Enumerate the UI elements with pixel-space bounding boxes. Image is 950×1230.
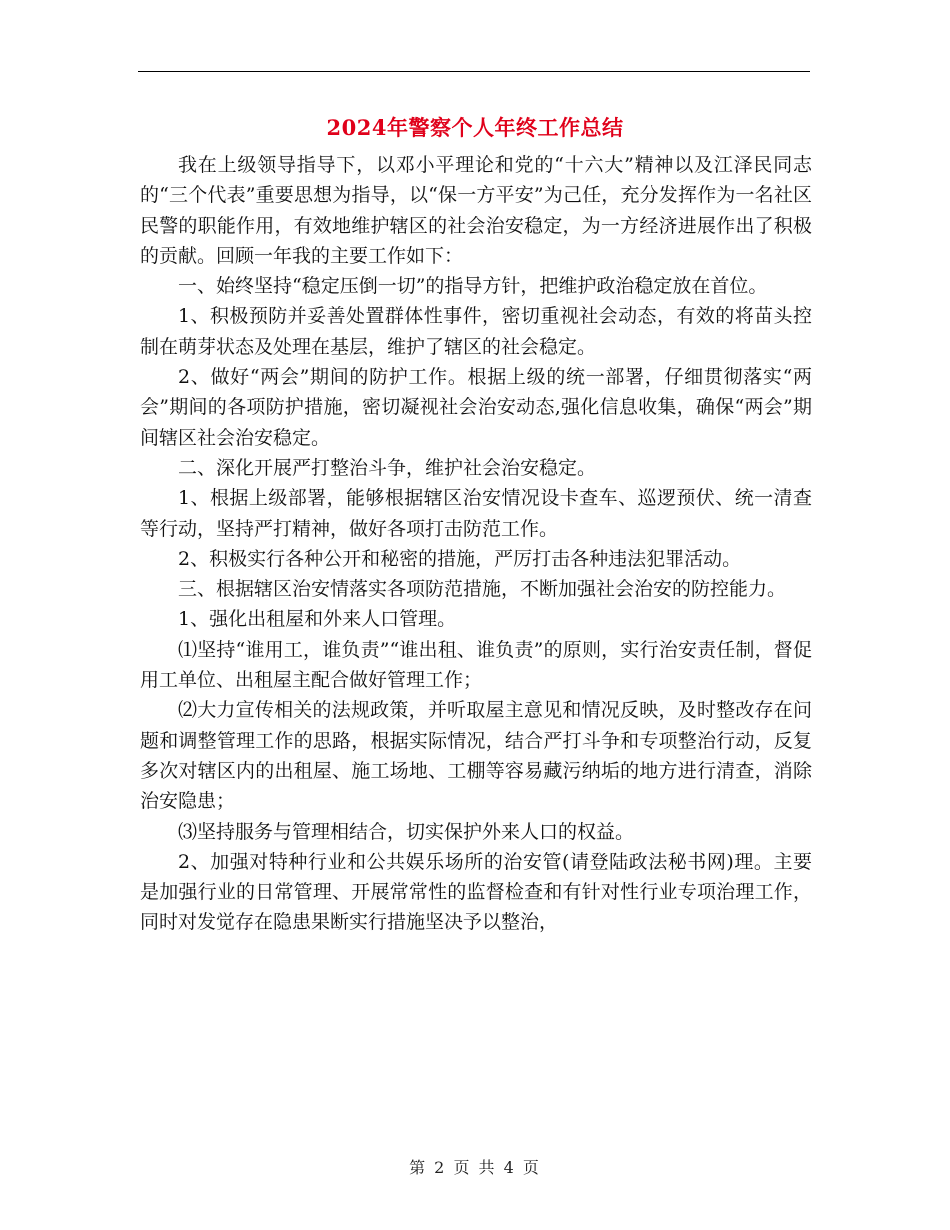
document-title: 2024年警察个人年终工作总结	[326, 115, 624, 140]
paragraph-item: 2、加强对特种行业和公共娱乐场所的治安管(请登陆政法秘书网)理。主要是加强行业的日常管理、开展常常性的监督检查和有针对性行业专项治理工作，同时对发觉存在隐患果断实行措施坚决予以整治，	[140, 850, 812, 934]
header-rule	[138, 71, 810, 72]
document-body	[140, 150, 812, 938]
paragraph-section-3: 三、根据辖区治安情落实各项防范措施，不断加强社会治安的防控能力。	[178, 578, 787, 601]
paragraph-item: 2、积极实行各种公开和秘密的措施，严厉打击各种违法犯罪活动。	[178, 547, 742, 570]
paragraph-item: 2、做好“两会”期间的防护工作。根据上级的统一部署，仔细贯彻落实“两会”期间的各项防护措施，密切凝视社会治安动态,强化信息收集，确保“两会”期间辖区社会治安稳定。	[140, 366, 812, 449]
paragraph-subitem: ⑶坚持服务与管理相结合，切实保护外来人口的权益。	[178, 820, 635, 843]
paragraph-subitem: ⑴坚持“谁用工，谁负责”“谁出租、谁负责”的原则，实行治安责任制，督促用工单位、出租屋主配合做好管理工作；	[140, 638, 812, 692]
paragraph-intro: 我在上级领导指导下，以邓小平理论和党的“十六大”精神以及江泽民同志的“三个代表”重要思想为指导，以“保一方平安”为己任，充分发挥作为一名社区民警的职能作用，有效地维护辖区的社会治安稳定，为一方经济进展作出了积极的贡献。回顾一年我的主要工作如下：	[140, 154, 812, 267]
paragraph-section-1: 一、始终坚持“稳定压倒一切”的指导方针，把维护政治稳定放在首位。	[178, 275, 768, 298]
paragraph-subitem: ⑵大力宣传相关的法规政策，并听取屋主意见和情况反映，及时整改存在问题和调整管理工作的思路，根据实际情况，结合严打斗争和专项整治行动，反复多次对辖区内的出租屋、施工场地、工棚等容易藏污纳垢的地方进行清查，消除治安隐患；	[140, 699, 812, 813]
paragraph-section-2: 二、深化开展严打整治斗争，维护社会治安稳定。	[178, 456, 597, 479]
paragraph-item: 1、积极预防并妥善处置群体性事件，密切重视社会动态，有效的将苗头控制在萌芽状态及处理在基层，维护了辖区的社会稳定。	[140, 305, 812, 358]
paragraph-item: 1、根据上级部署，能够根据辖区治安情况设卡查车、巡逻预伏、统一清查等行动，坚持严打精神，做好各项打击防范工作。	[140, 487, 812, 540]
paragraph-item: 1、强化出租屋和外来人口管理。	[178, 608, 457, 631]
page-number-footer: 第 2 页 共 4 页	[409, 1158, 541, 1177]
